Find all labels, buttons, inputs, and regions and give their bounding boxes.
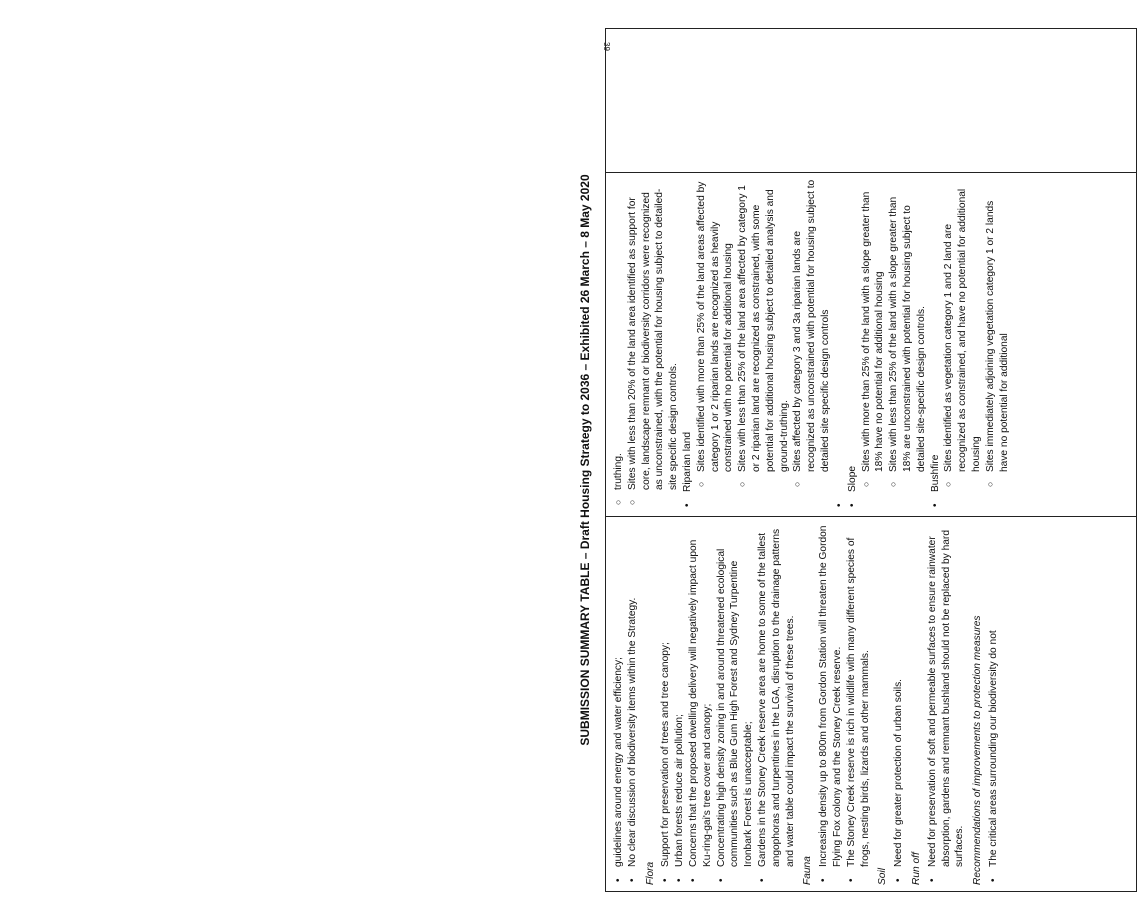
list-item: • Need for preservation of soft and permeable surfaces to ensure rainwater absorption, gardens and remnant bushland should not be replaced by hard surfaces. xyxy=(926,523,967,867)
list-item: ○ Sites affected by category 3 and 3a riparian lands are recognized as unconstrained with potential for housing subject to detailed site specific design controls xyxy=(791,179,832,472)
list-item: • Support for preservation of trees and tree canopy; xyxy=(659,523,673,867)
list-item: ○ Sites with less than 25% of the land with a slope greater than 18% are unconstrained with potential for housing subject to detailed site-specific design controls. xyxy=(887,179,928,472)
list-item: • Concentrating high density zoning in and around threatened ecological communities such as Blue Gum High Forest and Sydney Turpentine Ironbark Forest is unacceptable; xyxy=(715,523,756,867)
list-item: • Gardens in the Stoney Creek reserve area are home to some of the tallest angophoras and turpentines in the LGA, disruption to the drainage patterns and water table could impact the survival of these trees. xyxy=(756,523,797,867)
list-item: ○ Sites identified as vegetation category 1 and 2 land are recognized as constrained, and have no potential for additional housing xyxy=(942,179,983,472)
page-title: SUBMISSION SUMMARY TABLE – Draft Housing Strategy to 2036 – Exhibited 26 March – 8 May 2020 xyxy=(578,174,592,746)
issues-column xyxy=(606,516,1136,891)
list-item: ○ Sites with less than 20% of the land area identified as support for core, landscape remnant or biodiversity corridors were recognized as unconstrained, with the potential for housing subject to detailed-site specific design controls. xyxy=(626,179,681,490)
section-heading-recommendations: Recommendations of improvements to protection measures xyxy=(972,615,984,885)
list-item: • Concerns that the proposed dwelling delivery will negatively impact upon Ku-ring-gai's tree cover and canopy; xyxy=(687,523,715,867)
slope-label: Slope xyxy=(846,465,858,492)
section-heading-flora: Flora xyxy=(644,861,656,885)
section-heading-runoff: Run off xyxy=(910,852,922,885)
page-number: 39 xyxy=(602,42,611,51)
list-item: • The Stoney Creek reserve is rich in wildlife with many different species of frogs, nesting birds, lizards and other mammals. xyxy=(845,523,873,867)
spacer xyxy=(833,179,846,492)
section-heading-bushfire xyxy=(929,179,1012,492)
empty-column xyxy=(606,29,1136,172)
bushfire-label: Bushfire xyxy=(929,454,941,492)
list-item: ○ Sites identified with more than 25% of the land areas affected by category 1 or 2 riparian lands are recognized as heavily constrained with no potential for additional housing xyxy=(695,179,736,472)
list-item: ○ Sites with less than 25% of the land area affected by category 1 or 2 riparian land are recognized as constrained, with some potential for additional housing subject to detailed analysis and ground-truthing. xyxy=(736,179,791,472)
riparian-label: Riparian land xyxy=(681,431,693,492)
list-item: ○ Sites immediately adjoining vegetation category 1 or 2 lands have no potential for additional xyxy=(984,179,1012,472)
list-item: • guidelines around energy and water efficiency; xyxy=(612,523,626,867)
list-item: • Increasing density up to 800m from Gordon Station will threaten the Gordon Flying Fox colony and the Stoney Creek reserve. xyxy=(817,523,845,867)
rotated-page xyxy=(577,28,1147,892)
list-item: • Need for greater protection of urban soils. xyxy=(892,523,906,867)
section-heading-riparian xyxy=(681,179,833,492)
continued-text: ○ truthing. xyxy=(612,179,626,490)
section-heading-soil: Soil xyxy=(877,868,889,885)
section-heading-slope xyxy=(846,179,929,492)
list-item: • No clear discussion of biodiversity items within the Strategy. xyxy=(626,523,640,867)
list-item: • The critical areas surrounding our biodiversity do not xyxy=(987,523,1001,867)
response-column xyxy=(606,172,1136,516)
list-item: ○ Sites with more than 25% of the land with a slope greater than 18% have no potential for additional housing xyxy=(860,179,888,472)
section-heading-fauna: Fauna xyxy=(802,856,814,885)
submission-table xyxy=(605,28,1137,892)
list-item: • Urban forests reduce air pollution; xyxy=(673,523,687,867)
